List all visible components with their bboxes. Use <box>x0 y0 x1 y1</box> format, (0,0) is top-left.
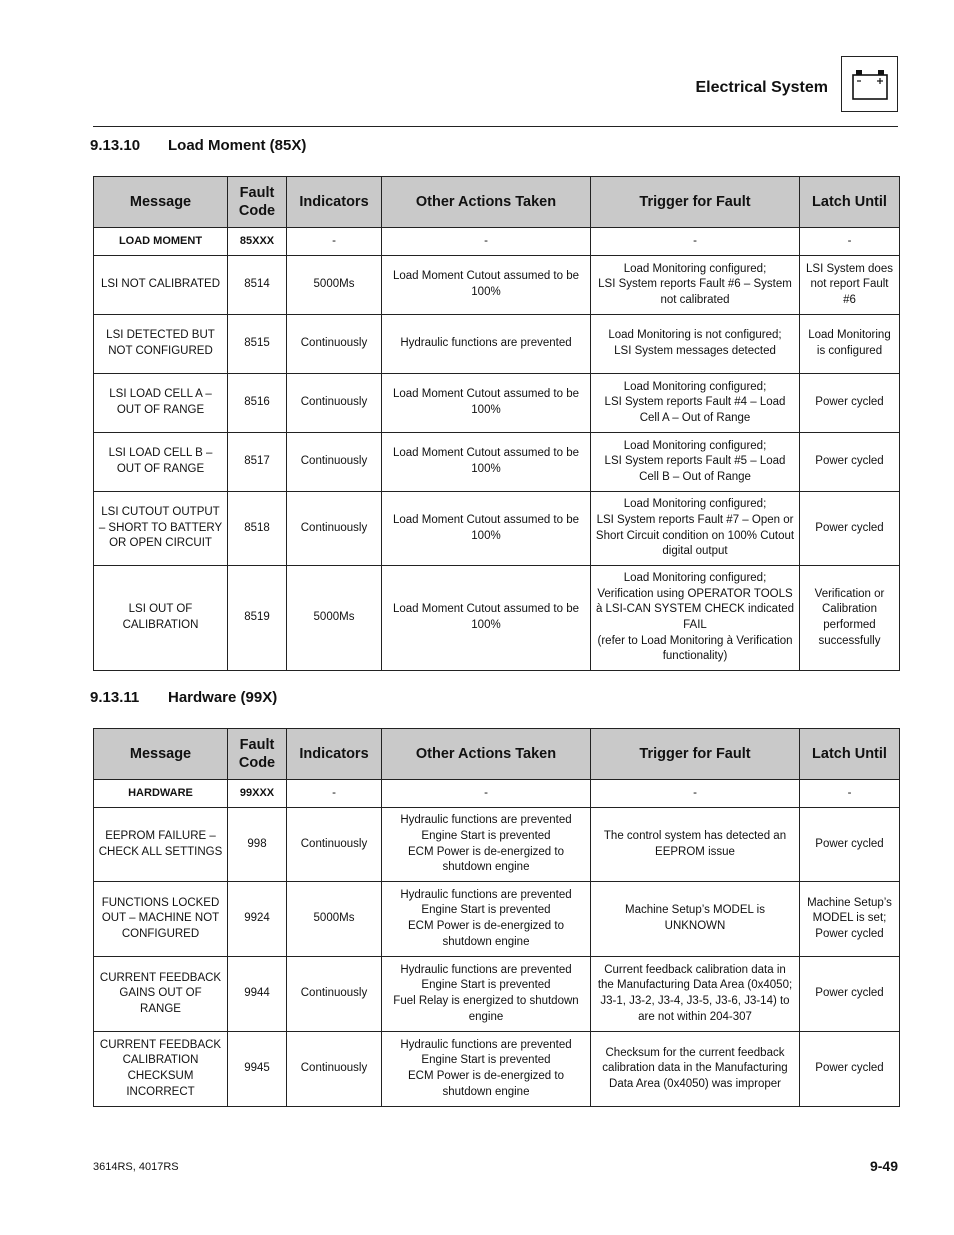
table-cell: 5000Ms <box>287 882 382 957</box>
table-cell: Power cycled <box>800 1032 900 1107</box>
table-row <box>94 433 900 492</box>
table-row <box>94 566 900 671</box>
table-cell: - <box>382 228 591 256</box>
table-header-row <box>94 177 900 228</box>
table-cell: Power cycled <box>800 433 900 492</box>
table-cell: Load Moment Cutout assumed to be 100% <box>382 566 591 671</box>
table-cell: LSI NOT CALIBRATED <box>94 256 228 315</box>
table-cell: - <box>800 228 900 256</box>
table-cell: Continuously <box>287 808 382 882</box>
table-cell: Load Moment Cutout assumed to be 100% <box>382 492 591 566</box>
header-rule <box>93 126 898 127</box>
table-cell: LSI OUT OF CALIBRATION <box>94 566 228 671</box>
table-cell: Hydraulic functions are prevented <box>382 315 591 374</box>
table-cell: Load Moment Cutout assumed to be 100% <box>382 256 591 315</box>
table-cell: 8516 <box>228 374 287 433</box>
table-cell: Load Monitoring configured; LSI System reports Fault #6 – System not calibrated <box>591 256 800 315</box>
battery-icon <box>850 69 890 101</box>
table-cell: Continuously <box>287 492 382 566</box>
table-cell: Load Moment Cutout assumed to be 100% <box>382 374 591 433</box>
table-cell: - <box>591 228 800 256</box>
footer-models: 3614RS, 4017RS <box>93 1161 179 1173</box>
table-cell: LSI CUTOUT OUTPUT – SHORT TO BATTERY OR OPEN CIRCUIT <box>94 492 228 566</box>
column-header: Fault Code <box>228 729 287 780</box>
table-row <box>94 780 900 808</box>
table-cell: 99XXX <box>228 780 287 808</box>
table-cell: Load Monitoring configured; LSI System reports Fault #4 – Load Cell A – Out of Range <box>591 374 800 433</box>
load-moment-fault-table <box>93 176 900 671</box>
header-title: Electrical System <box>695 79 828 96</box>
table-cell: Load Moment Cutout assumed to be 100% <box>382 433 591 492</box>
table-cell: 8518 <box>228 492 287 566</box>
section-number: 9.13.10 <box>90 137 141 154</box>
table-cell: Load Monitoring is not configured; LSI System messages detected <box>591 315 800 374</box>
hardware-fault-table <box>93 728 900 1107</box>
page-number: 9-49 <box>869 1158 898 1174</box>
table-cell: Continuously <box>287 433 382 492</box>
column-header: Message <box>94 177 228 228</box>
table-cell: Load Monitoring configured; LSI System reports Fault #7 – Open or Short Circuit condition on 100% Cutout digital output <box>591 492 800 566</box>
table-row <box>94 808 900 882</box>
section-heading: Load Moment (85X) <box>168 137 307 154</box>
table-cell: LSI LOAD CELL A – OUT OF RANGE <box>94 374 228 433</box>
table-cell: Continuously <box>287 374 382 433</box>
battery-icon-box <box>841 56 898 112</box>
table-cell: - <box>800 780 900 808</box>
table-cell: 5000Ms <box>287 256 382 315</box>
column-header: Other Actions Taken <box>382 177 591 228</box>
table-cell: Load Monitoring configured; LSI System reports Fault #5 – Load Cell B – Out of Range <box>591 433 800 492</box>
table-cell: 9944 <box>228 957 287 1032</box>
column-header: Indicators <box>287 177 382 228</box>
table-row <box>94 315 900 374</box>
table-row <box>94 957 900 1032</box>
column-header: Fault Code <box>228 177 287 228</box>
table-cell: Power cycled <box>800 492 900 566</box>
table-cell: 9924 <box>228 882 287 957</box>
table-cell: 8514 <box>228 256 287 315</box>
table-cell: CURRENT FEEDBACK CALIBRATION CHECKSUM INCORRECT <box>94 1032 228 1107</box>
table-cell: Continuously <box>287 957 382 1032</box>
table-cell: Machine Setup’s MODEL is set; Power cycled <box>800 882 900 957</box>
table-row <box>94 374 900 433</box>
section-title-load-moment <box>90 137 306 154</box>
table-cell: Hydraulic functions are prevented Engine Start is prevented ECM Power is de-energized to shutdown engine <box>382 1032 591 1107</box>
table-cell: Power cycled <box>800 957 900 1032</box>
table-cell: Checksum for the current feedback calibration data in the Manufacturing Data Area (0x4050) was improper <box>591 1032 800 1107</box>
table-cell: 8519 <box>228 566 287 671</box>
column-header: Latch Until <box>800 729 900 780</box>
table-cell: Continuously <box>287 1032 382 1107</box>
table-cell: CURRENT FEEDBACK GAINS OUT OF RANGE <box>94 957 228 1032</box>
table-cell: The control system has detected an EEPROM issue <box>591 808 800 882</box>
section-title-hardware <box>90 689 277 706</box>
table-cell: LSI System does not report Fault #6 <box>800 256 900 315</box>
table-cell: 8517 <box>228 433 287 492</box>
column-header: Indicators <box>287 729 382 780</box>
table-cell: EEPROM FAILURE – CHECK ALL SETTINGS <box>94 808 228 882</box>
table-row <box>94 492 900 566</box>
column-header: Message <box>94 729 228 780</box>
table-row <box>94 1032 900 1107</box>
table-header-row <box>94 729 900 780</box>
table-row <box>94 228 900 256</box>
table-cell: - <box>591 780 800 808</box>
table-cell: LSI DETECTED BUT NOT CONFIGURED <box>94 315 228 374</box>
table-cell: Power cycled <box>800 808 900 882</box>
table-cell: Machine Setup’s MODEL is UNKNOWN <box>591 882 800 957</box>
table-cell: Load Monitoring is configured <box>800 315 900 374</box>
table-cell: LOAD MOMENT <box>94 228 228 256</box>
column-header: Trigger for Fault <box>591 729 800 780</box>
table-cell: - <box>382 780 591 808</box>
table-row <box>94 256 900 315</box>
table-cell: Hydraulic functions are prevented Engine Start is prevented Fuel Relay is energized to shutdown engine <box>382 957 591 1032</box>
table-cell: 998 <box>228 808 287 882</box>
table-cell: Current feedback calibration data in the Manufacturing Data Area (0x4050; J3-1, J3-2, J3-4, J3-5, J3-6, J3-14) to are not within 204-307 <box>591 957 800 1032</box>
table-cell: 9945 <box>228 1032 287 1107</box>
column-header: Latch Until <box>800 177 900 228</box>
table-cell: - <box>287 228 382 256</box>
table-cell: Verification or Calibration performed successfully <box>800 566 900 671</box>
table-cell: Continuously <box>287 315 382 374</box>
table-cell: Power cycled <box>800 374 900 433</box>
table-cell: 8515 <box>228 315 287 374</box>
column-header: Other Actions Taken <box>382 729 591 780</box>
table-cell: Hydraulic functions are prevented Engine Start is prevented ECM Power is de-energized to shutdown engine <box>382 808 591 882</box>
section-number: 9.13.11 <box>90 689 140 706</box>
table-row <box>94 882 900 957</box>
table-cell: FUNCTIONS LOCKED OUT – MACHINE NOT CONFIGURED <box>94 882 228 957</box>
column-header: Trigger for Fault <box>591 177 800 228</box>
table-cell: Hydraulic functions are prevented Engine Start is prevented ECM Power is de-energized to shutdown engine <box>382 882 591 957</box>
table-cell: 5000Ms <box>287 566 382 671</box>
table-cell: Load Monitoring configured; Verification using OPERATOR TOOLS à LSI-CAN SYSTEM CHECK indicated FAIL (refer to Load Monitoring à Verification functionality) <box>591 566 800 671</box>
table-cell: LSI LOAD CELL B – OUT OF RANGE <box>94 433 228 492</box>
section-heading: Hardware (99X) <box>168 689 278 706</box>
table-cell: 85XXX <box>228 228 287 256</box>
table-cell: HARDWARE <box>94 780 228 808</box>
table-cell: - <box>287 780 382 808</box>
